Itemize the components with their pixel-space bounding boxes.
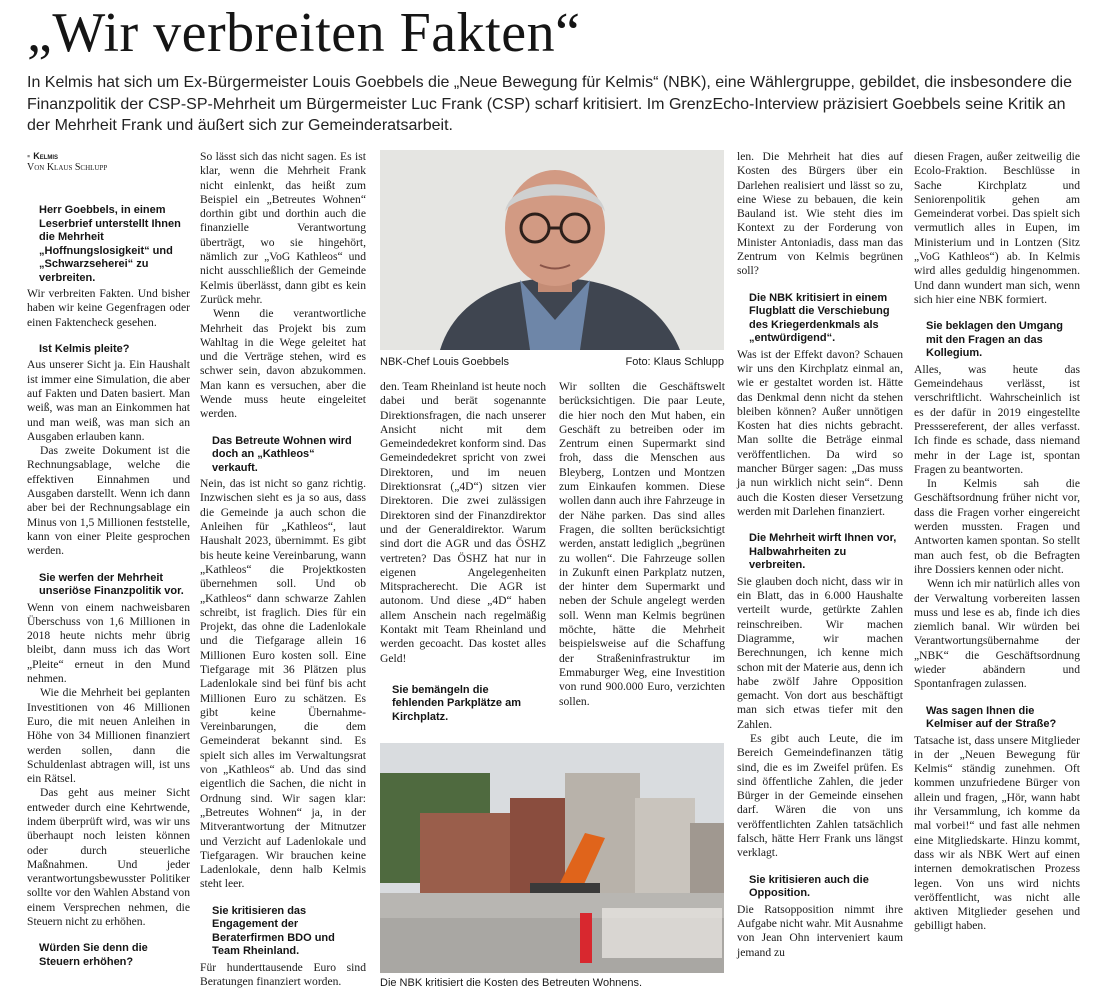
column-5 — [737, 150, 903, 998]
column-4 — [559, 380, 725, 725]
caption-text: Die NBK kritisiert die Kosten des Betreuten Wohnens. — [380, 977, 643, 989]
question: Sie beklagen den Umgang mit den Fragen an das Kollegium. — [926, 320, 1063, 360]
photo-caption — [380, 976, 724, 990]
question: Würden Sie denn die Steuern erhöhen? — [39, 942, 148, 968]
column-2 — [200, 150, 366, 998]
answer-paragraph: Wenn ich mir natürlich alles von der Verwaltung vorbereiten lassen muss und lese es ab, finde ich dies ziemlich banal. Wir würden bei Verantwortungsübernahme der „NBK“ die Geschäftsordnung wieder abändern und Spontanfragen zulassen. — [914, 577, 1080, 691]
photo-street — [380, 743, 724, 973]
answer-paragraph: Tatsache ist, dass unsere Mitglieder in der „Neuen Bewegung für Kelmis“ ständig zunehmen. Oft kommen unzufriedene Bürger von allein und fragen, „Hör, wann habt ihr Versammlung, ich komme da mal vorbei!“ und fast alle nehmen eine Mitgliedskarte. Hinzu kommt, dass wir als NBK Wert auf einen internen demokratischen Prozess legen. Von uns wird nichts veröffentlicht, was nicht alle aktiven Mitglieder gesehen und gebilligt haben. — [914, 733, 1080, 933]
answer-paragraph: Nein, das ist nicht so ganz richtig. Inzwischen sieht es ja so aus, dass die Gemeinde ja auch schon die Anleihen für „Kathleos“, laut Haushalt 2023, übernimmt. Es gibt bis heute keine Vereinbarung, wann „Kathleos“ die Projektkosten übernehmen soll. Und ob „Kathleos“ dann schwarze Zahlen schreibt, ist fraglich. Dies für ein Projekt, das ohne die Ladenlokale und die Tiefgarage allein 16 Millionen Euro kosten soll. Eine Tiefgarage mit 36 Plätzen plus Ladenlokale sind bei fünf bis acht Millionen Euro zu schätzen. Es gibt keine Übernahme-Vereinbarungen, die dem Gemeinderat bekannt sind. Es spielt sich alles im Verwaltungsrat von „Kathleos“ ab. Und das sind eigentlich die Sachen, die nicht in Ordnung sind. Wir sagen klar: „Betreutes Wohnen“ ja, in der Mitverantwortung der Mitnutzer und Verzicht auf Ladenlokale und Tiefgaragen. Wir brauchen keine Ladenlokale, denn halb Kelmis steht leer. — [200, 477, 366, 891]
photo-portrait — [380, 150, 724, 350]
column-3 — [380, 380, 546, 723]
answer-paragraph: Wenn von einem nachweisbaren Überschuss von 1,6 Millionen in 2018 heute nichts mehr übrig bleibt, dann muss ich das Wort „Pleite“ erneut in den Mund nehmen. — [27, 600, 190, 686]
answer-paragraph: Was ist der Effekt davon? Schauen wir uns den Kirchplatz einmal an, wie er gestaltet worden ist. Hätte das Denkmal denn nicht da stehen bleiben können? Außer unnötigen Kosten hat dies nichts gebracht. Man sollte die Beträge einmal veröffentlichen. Da wird so mancher Bürger sagen: „Das muss ja nun wirklich nicht sein“. Denn auch die Kosten dieser Versetzung werden mit Darlehen finanziert. — [737, 347, 903, 518]
answer-paragraph: In Kelmis sah die Geschäftsordnung früher nicht vor, dass die Fragen vorher eingereicht werden mussten. Fragen und Antworten kamen spontan. So stellt man auch fest, ob die Befragten ihre Dossiers kennen oder nicht. — [914, 477, 1080, 576]
column-6 — [914, 150, 1080, 998]
question: Sie kritisieren das Engagement der Beraterfirmen BDO und Team Rheinland. — [212, 904, 335, 958]
answer-paragraph: Es gibt auch Leute, die im Bereich Gemeindefinanzen tätig sind, die es im Zweifel prüfen. Es sind öffentliche Zahlen, die jeder Bürger in der Gemeinde einsehen darf. Wären die von uns veröffentlichten Zahlen tatsächlich falsch, hätte Herr Frank uns längst verklagt. — [737, 732, 903, 860]
question: Herr Goebbels, in einem Leserbrief unterstellt Ihnen die Mehrheit „Hoffnungslosigkeit“ und „Schwarzseherei“ zu verbreiten. — [39, 204, 181, 284]
question: Sie werfen der Mehrheit unseriöse Finanzpolitik vor. — [39, 571, 184, 598]
answer-paragraph: diesen Fragen, außer zeitweilig die Ecolo-Fraktion. Beschlüsse in Sache Kirchplatz und Seniorenpolitik gehen am Gemeinderat vorbei. Das spielt sich vermutlich alles in Eupen, im Ministerium und in Lontzen (Sitz „VoG Kathleos“) ab. In Kelmis wird alles geduldig hingenommen. Und dann wundert man sich, wenn sich hier eine NBK formiert. — [914, 150, 1080, 306]
answer-paragraph: Für hunderttausende Euro sind Beratungen finanziert worden. — [200, 960, 366, 989]
answer-paragraph: len. Die Mehrheit hat dies auf Kosten des Bürgers über ein Darlehen realisiert und lässt so zu, eine Wiese zu bebauen, die kein Bauland ist. Wie steht dies im Kontext zu der Forderung von Minister Antoniadis, dass man das Zentrum von Kelmis begrünen soll? — [737, 150, 903, 278]
photo-credit: Foto: Klaus Schlupp — [625, 356, 724, 368]
lead-paragraph: In Kelmis hat sich um Ex-Bürgermeister Louis Goebbels die „Neue Bewegung für Kelmis“ (NBK), eine Wählergruppe, gebildet, die insbesondere die Finanzpolitik der CSP-SP-Mehrheit um Bürgermeister Luc Frank (CSP) scharf kritisiert. Im GrenzEcho-Interview präzisiert Goebbels seine Kritik an der Mehrheit Frank und äußert sich zur Gemeinderatsarbeit. — [27, 74, 1072, 134]
answer-paragraph: Wir sollten die Geschäftswelt berücksichtigen. Die paar Leute, die hier noch den Mut haben, ein Geschäft zu betreiben oder im Zentrum einen Supermarkt sind froh, dass die Menschen aus Bleyberg, Lontzen und Montzen zum Einkaufen kommen. Diese wollen dann auch ihre Fahrzeuge in der Nähe parken. Das sind alles Fragen, die sollten berücksichtigt werden, anstatt lediglich „begrünen zu wollen“. Die Fahrzeuge sollen in Zukunft einen Parkplatz nutzen, der hinter dem Supermarkt und neben der Schule angelegt werden soll. Wenn man Kelmis begrünen möchte, hätte die Mehrheit beispielsweise auf die Schaffung der Straßeninfrastruktur im Emmaburger Weg, eine Investition von rund 900.000 Euro, verzichten sollen. — [559, 380, 725, 708]
question: Die NBK kritisiert in einem Flugblatt die Verschiebung des Kriegerdenkmals als „entwürdigend“. — [749, 291, 890, 345]
answer-paragraph: Sie glauben doch nicht, dass wir in ein Blatt, das in 6.000 Haushalte verteilt wurde, getürkte Zahlen reinschreiben. Wir machen Diagramme, wir machen Berechnungen, ich kenne mich schon mit der Materie aus, denn ich habe zwölf Jahre Opposition gemacht. Von dort aus beschäftigt man sich etwas tiefer mit den Zahlen. — [737, 574, 903, 731]
question: Sie kritisieren auch die Opposition. — [749, 873, 869, 900]
column-1 — [27, 150, 190, 998]
question: Die Mehrheit wirft Ihnen vor, Halbwahrheiten zu verbreiten. — [749, 532, 897, 572]
answer-paragraph: Wie die Mehrheit bei geplanten Investitionen von 46 Millionen Euro, die mit neuen Anleihen in Höhe von 34 Millionen finanziert werden sollen, dann die Schuldenlast abtragen will, ist uns ein Rätsel. — [27, 686, 190, 786]
byline-location: Kelmis — [33, 151, 59, 161]
answer-paragraph: den. Team Rheinland ist heute noch dabei und berät sogenannte Direktionsfragen, die nach unserer Ansicht nicht mit dem Gemeindedekret konform sind. Das Gemeindedekret spricht von zwei Direktoren, und im neuen Direktionsrat („4D“) sitzen vier Direktoren. Die zwei zulässigen Direktoren sind der Finanzdirektor und der Generaldirektor. Warum sind dort die AGR und das ÖSHZ vertreten? Das ÖSHZ hat nur in eigenen Angelegenheiten Mitspracherecht. Die AGR ist autonom. Und diese „4D“ haben allem Anschein nach regelmäßig Kontakt mit Team Rheinland und werden gecoacht. Das kostet alles Geld! — [380, 380, 546, 665]
byline — [27, 150, 190, 174]
answer-paragraph: Die Ratsopposition nimmt ihre Aufgabe nicht wahr. Mit Ausnahme von Jean Ohn interveniert kaum jemand zu — [737, 902, 903, 959]
question: Was sagen Ihnen die Kelmiser auf der Straße? — [926, 704, 1057, 731]
byline-author: Von Klaus Schlupp — [27, 162, 108, 173]
answer-paragraph: So lässt sich das nicht sagen. Es ist klar, wenn die Mehrheit Frank nicht einlenkt, das heißt zum Beispiel ein „Betreutes Wohnen“ dorthin gibt und dorthin auch die finanzielle Verantwortung überträgt, wo sie hingehört, nämlich zur „VoG Kathleos“ und nicht ausschließlich der Gemeinde Kelmis überlässt, dann gibt es kein Zurück mehr. — [200, 150, 366, 306]
question: Ist Kelmis pleite? — [39, 342, 130, 355]
caption-text: NBK-Chef Louis Goebbels — [380, 356, 510, 368]
headline: „Wir verbreiten Fakten“ — [27, 2, 581, 64]
answer-paragraph: Alles, was heute das Gemeindehaus verlässt, ist verschriftlicht. Wahrscheinlich ist es der dafür in 2019 eingestellte Presssereferent, der alles verfasst. Ich finde es schade, dass niemand mehr in der Lage ist, spontan Fragen zu beantworten. — [914, 362, 1080, 476]
pull-quote: Sie bemängeln die fehlenden Parkplätze am Kirchplatz. — [392, 683, 521, 723]
answer-paragraph: Wir verbreiten Fakten. Und bisher haben wir keine Gegenfragen oder einen Faktencheck gesehen. — [27, 287, 190, 329]
answer-paragraph: Wenn die verantwortliche Mehrheit das Projekt bis zum Wahltag in die Wege geleitet hat und die Verträge stehen, wird es schwer sein, davon abzukommen. Man kann es versuchen, aber die Wende muss heute eingeleitet werden. — [200, 307, 366, 421]
bullet-icon: ▪ — [27, 151, 31, 161]
answer-paragraph: Aus unserer Sicht ja. Ein Haushalt ist immer eine Simulation, die aber auf Fakten und Daten basiert. Man weiß, was man an Einkommen hat und man weiß, was man sich an Ausgaben erlauben kann. — [27, 358, 190, 443]
photo-caption — [380, 355, 724, 369]
answer-paragraph: Das zweite Dokument ist die Rechnungsablage, welche die effektiven Einnahmen und Ausgaben darstellt. Wenn ich dann aber bei der Rechnungsablage ein Minus von 1,5 Millionen feststelle, kann von einer Pleite gesprochen werden. — [27, 444, 190, 558]
question: Das Betreute Wohnen wird doch an „Kathleos“ verkauft. — [212, 434, 352, 474]
answer-paragraph: Das geht aus meiner Sicht entweder durch eine Kehrtwende, indem überprüft wird, was wir uns überhaupt noch leisten können oder durch steuerliche Maßnahmen. Und jeder verantwortungsbewusster Politiker sollte vor den Wahlen Abstand von einem Versprechen nehmen, die Steuern nicht zu erhöhen. — [27, 786, 190, 929]
